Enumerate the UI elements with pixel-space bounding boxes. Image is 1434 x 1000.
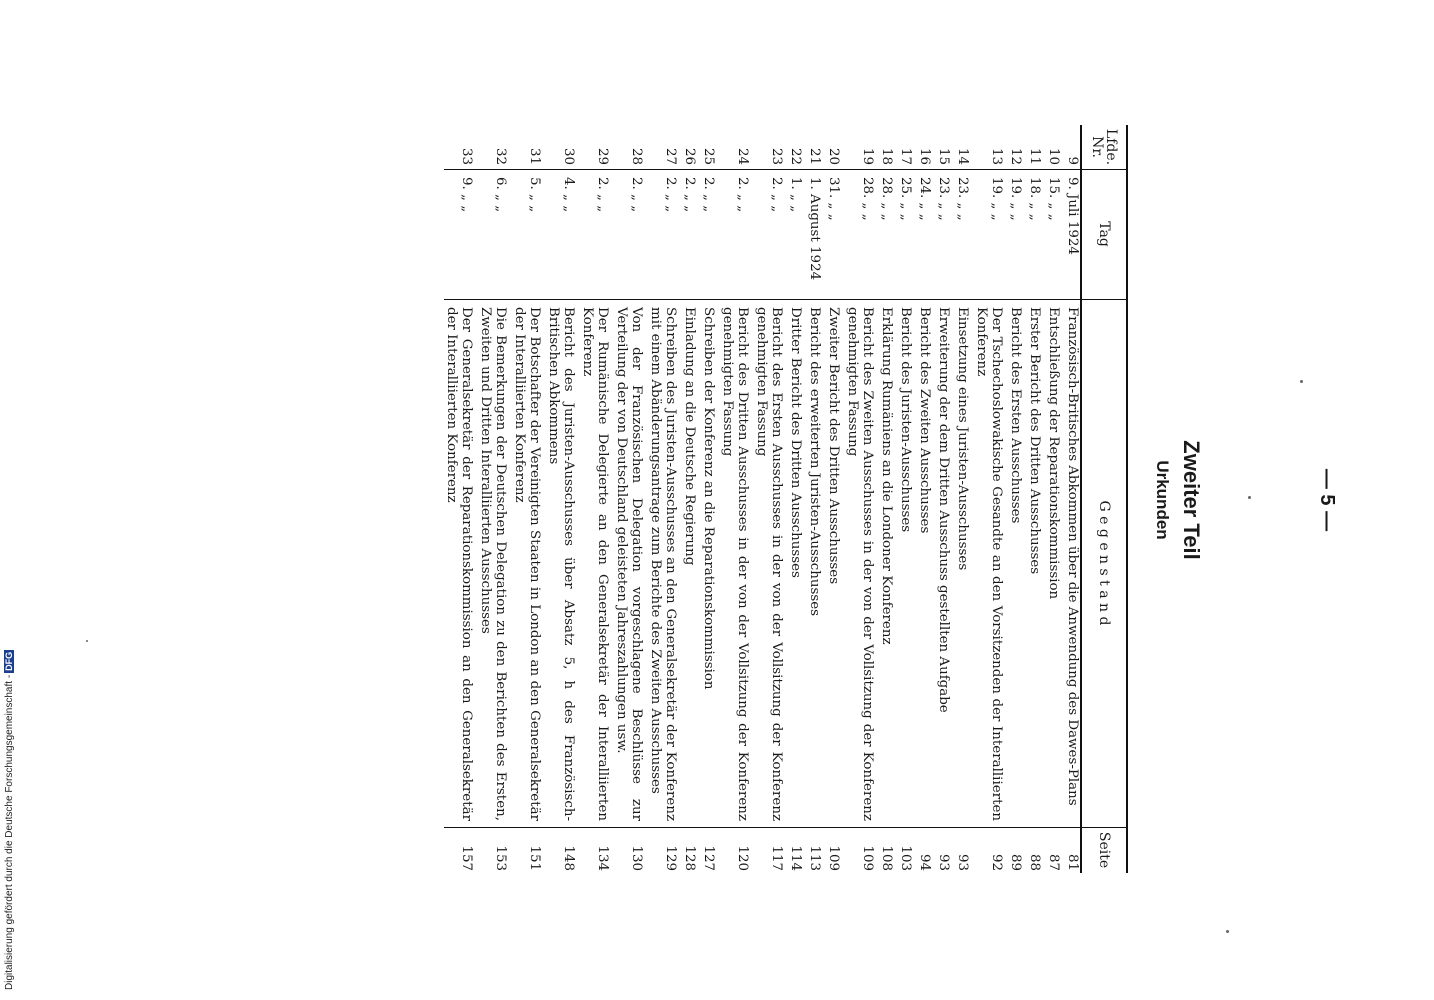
row-subject: Die Bemerkungen der Deutschen Delegation zu den Berichten des Ersten, Zweiten und Dritten Interalliierten Ausschusses (478, 307, 508, 821)
row-date: 9. Juli 1924 (1065, 177, 1080, 255)
row-page: 108 (879, 845, 894, 871)
funding-note-text: Digitalisierung gefördert durch die Deutsche Forschungsgemeinschaft - (4, 674, 15, 990)
row-subject: Französisch-Britisches Abkommen über die Anwendung des Dawes-Plans (1065, 307, 1080, 806)
row-subject: Entschließung der Reparationskommission (1046, 307, 1061, 600)
row-date: 2. „ „ (701, 177, 716, 213)
table-row (444, 125, 474, 873)
table-row (845, 125, 875, 873)
row-date: 23. „ „ (936, 177, 951, 221)
row-subject: Bericht des Juristen-Ausschusses über Absatz 5, h des Französisch-Britischen Abkommens (546, 307, 576, 821)
row-date: 2. „ „ (663, 177, 678, 213)
row-date: 18. „ „ (1027, 177, 1042, 221)
row-subject: Bericht des Dritten Ausschusses in der von der Vollsitzung der Konferenz genehmigten Fassung (720, 307, 750, 821)
table-row (614, 125, 644, 873)
row-subject: Schreiben der Konferenz an die Reparationskommission (701, 307, 716, 690)
row-date: 2. „ „ (735, 177, 750, 213)
column-divider (444, 827, 1126, 828)
table-row (917, 125, 932, 873)
row-date: 23. „ „ (955, 177, 970, 221)
row-date: 28. „ „ (879, 177, 894, 221)
row-page: 93 (955, 853, 970, 871)
table-row (788, 125, 803, 873)
row-subject: Bericht des Ersten Ausschusses (1008, 307, 1023, 524)
column-divider (444, 299, 1126, 300)
row-date: 4. „ „ (561, 177, 576, 213)
row-date: 19. „ „ (989, 177, 1004, 221)
row-page: 89 (1008, 853, 1023, 871)
row-subject: Bericht des Ersten Ausschusses in der von der Vollsitzung der Konferenz genehmigten Fassung (754, 307, 784, 821)
row-number: 17 (898, 147, 913, 165)
scan-speck (86, 640, 88, 642)
row-subject: Erweiterung der dem Dritten Ausschuss gestellten Aufgabe (936, 307, 951, 713)
row-number: 14 (955, 147, 970, 165)
row-date: 24. „ „ (917, 177, 932, 221)
table-header (1080, 125, 1126, 873)
row-number: 29 (595, 147, 610, 165)
row-date: 5. „ „ (527, 177, 542, 213)
row-date: 31. „ „ (826, 177, 841, 221)
row-number: 30 (561, 147, 576, 165)
row-page: 148 (561, 845, 576, 871)
row-number: 24 (735, 147, 750, 165)
section-subtitle: Urkunden (1153, 460, 1172, 540)
row-date: 25. „ „ (898, 177, 913, 221)
row-date: 2. „ „ (595, 177, 610, 213)
row-subject: Der Generalsekretär der Reparationskommission an den Generalsekretär der Interalliierten Konferenz (444, 307, 474, 821)
table-row (1065, 125, 1080, 873)
row-subject: Einladung an die Deutsche Regierung (682, 307, 697, 566)
row-number: 25 (701, 147, 716, 165)
table-row (682, 125, 697, 873)
row-date: 2. „ „ (682, 177, 697, 213)
column-header-nr: Lfde. Nr. (1089, 128, 1119, 166)
table-row (974, 125, 1004, 873)
row-page: 109 (826, 845, 841, 871)
row-subject: Einsetzung eines Juristen-Ausschusses (955, 307, 970, 571)
row-subject: Bericht des erweiterten Juristen-Ausschusses (807, 307, 822, 617)
row-page: 87 (1046, 853, 1061, 871)
row-page: 117 (769, 845, 784, 871)
row-page: 81 (1065, 853, 1080, 871)
table-row (879, 125, 894, 873)
table-row (720, 125, 750, 873)
row-page: 157 (459, 845, 474, 871)
column-header-tag: Tag (1096, 221, 1112, 247)
table-body (444, 125, 1080, 873)
row-page: 94 (917, 853, 932, 871)
row-number: 26 (682, 147, 697, 165)
table-row (478, 125, 508, 873)
page-number: — 5 — (1316, 468, 1338, 532)
row-date: 1. „ „ (788, 177, 803, 213)
row-subject: Bericht des Juristen-Ausschusses (898, 307, 913, 533)
row-subject: Der Rumänische Delegierte an den Generalsekretär der Interalliierten Konferenz (580, 307, 610, 821)
table-row (807, 125, 822, 873)
row-number: 32 (493, 147, 508, 165)
row-page: 120 (735, 845, 750, 871)
row-subject: Erklärung Rumäniens an die Londoner Konferenz (879, 307, 894, 645)
row-page: 129 (663, 845, 678, 871)
row-subject: Erster Bericht des Dritten Ausschusses (1027, 307, 1042, 575)
row-subject: Von der Französischen Delegation vorgeschlagene Beschlüsse zur Verteilung der von Deutschland geleisteten Jahreszahlungen usw. (614, 307, 644, 821)
table-row (754, 125, 784, 873)
row-date: 2. „ „ (769, 177, 784, 213)
table-row (648, 125, 678, 873)
column-header-page: Seite (1096, 831, 1112, 869)
table-row (580, 125, 610, 873)
table-row (1046, 125, 1061, 873)
table-row (955, 125, 970, 873)
table-row (898, 125, 913, 873)
row-page: 92 (989, 853, 1004, 871)
row-subject: Bericht des Zweiten Ausschusses in der von der Vollsitzung der Konferenz genehmigten Fassung (845, 307, 875, 821)
row-page: 114 (788, 845, 803, 871)
row-date: 15. „ „ (1046, 177, 1061, 221)
row-page: 127 (701, 845, 716, 871)
row-number: 10 (1046, 147, 1061, 165)
row-page: 113 (807, 845, 822, 871)
column-header-subject: G e g e n s t a n d (1096, 500, 1112, 626)
row-subject: Zweiter Bericht des Dritten Ausschusses (826, 307, 841, 585)
row-number: 20 (826, 147, 841, 165)
section-title: Zweiter Teil (1179, 440, 1204, 560)
row-number: 11 (1027, 147, 1042, 165)
row-date: 19. „ „ (1008, 177, 1023, 221)
row-subject: Der Botschafter der Vereinigten Staaten in London an den Generalsekretär der Interalliierten Konferenz (512, 307, 542, 821)
row-number: 22 (788, 147, 803, 165)
row-number: 13 (989, 147, 1004, 165)
row-number: 27 (663, 147, 678, 165)
table-row (546, 125, 576, 873)
row-page: 88 (1027, 853, 1042, 871)
row-number: 15 (936, 147, 951, 165)
row-date: 9. „ „ (459, 177, 474, 213)
row-date: 6. „ „ (493, 177, 508, 213)
row-page: 153 (493, 845, 508, 871)
row-date: 28. „ „ (860, 177, 875, 221)
row-page: 128 (682, 845, 697, 871)
row-page: 134 (595, 845, 610, 871)
table-row (936, 125, 951, 873)
dfg-logo: DFG (4, 651, 14, 671)
row-page: 93 (936, 853, 951, 871)
table-top-rule (1126, 125, 1128, 873)
row-subject: Dritter Bericht des Dritten Ausschusses (788, 307, 803, 578)
row-subject: Der Tschechoslowakische Gesandte an den Vorsitzenden der Interalliierten Konferenz (974, 307, 1004, 821)
table-row (1027, 125, 1042, 873)
document-table (440, 125, 1128, 873)
table-row (826, 125, 841, 873)
row-number: 23 (769, 147, 784, 165)
row-number: 33 (459, 147, 474, 165)
row-subject: Bericht des Zweiten Ausschusses (917, 307, 932, 534)
table-row (512, 125, 542, 873)
scan-speck (1300, 380, 1303, 383)
scan-speck (1248, 496, 1251, 499)
row-date: 2. „ „ (629, 177, 644, 213)
row-subject: Schreiben des Juristen-Ausschusses an den Generalsekretär der Konferenz mit einem Abänderungsantrage zum Berichte des Zweiten Ausschusses (648, 307, 678, 821)
row-number: 31 (527, 147, 542, 165)
row-number: 16 (917, 147, 932, 165)
row-page: 151 (527, 845, 542, 871)
scan-speck (1226, 930, 1229, 933)
row-page: 109 (860, 845, 875, 871)
row-number: 19 (860, 147, 875, 165)
row-number: 12 (1008, 147, 1023, 165)
table-row (701, 125, 716, 873)
row-page: 130 (629, 845, 644, 871)
row-number: 9 (1065, 156, 1080, 165)
row-number: 28 (629, 147, 644, 165)
row-number: 21 (807, 147, 822, 165)
row-date: 1. August 1924 (807, 177, 822, 281)
row-page: 103 (898, 845, 913, 871)
table-row (1008, 125, 1023, 873)
column-divider (444, 169, 1126, 170)
row-number: 18 (879, 147, 894, 165)
